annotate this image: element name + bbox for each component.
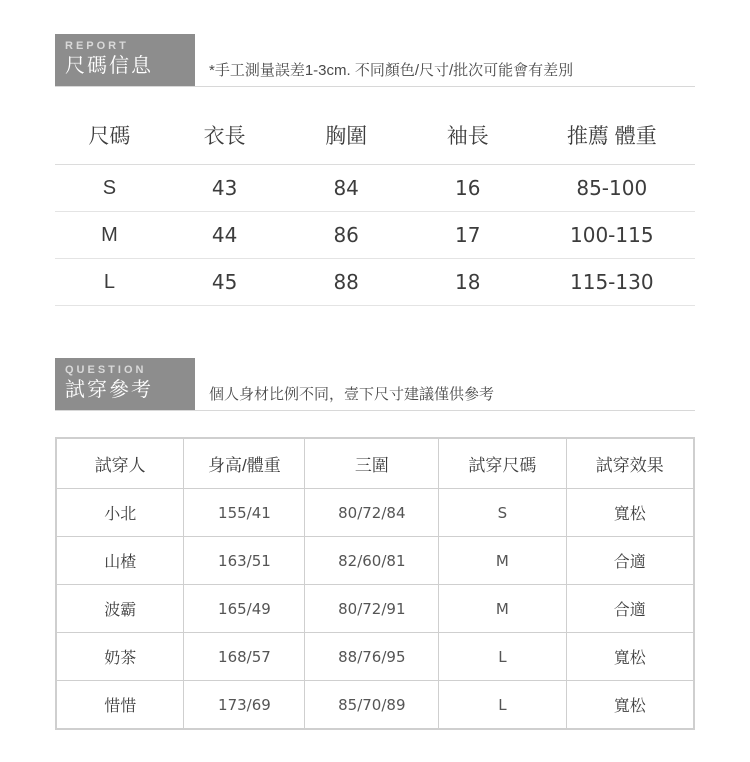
fit-cell-person: 奶茶 bbox=[57, 633, 184, 681]
fit-cell-height-weight: 163/51 bbox=[184, 537, 305, 585]
top-spacer bbox=[55, 0, 695, 30]
fit-header-effect: 試穿效果 bbox=[566, 439, 693, 489]
fit-section-note: 個人身材比例不同，壹下尺寸建議僅供參考 bbox=[209, 386, 495, 403]
size-cell-bust: 84 bbox=[285, 165, 407, 212]
size-cell-length: 45 bbox=[164, 259, 286, 306]
fit-cell-person: 波霸 bbox=[57, 585, 184, 633]
size-section-note: *手工測量誤差1-3cm. 不同顏色/尺寸/批次可能會有差別 bbox=[209, 62, 574, 79]
size-header-bust: 胸圍 bbox=[285, 109, 407, 165]
table-row bbox=[57, 489, 694, 537]
fit-header-size: 試穿尺碼 bbox=[439, 439, 566, 489]
fit-cell-effect: 寬松 bbox=[566, 633, 693, 681]
size-section-rule bbox=[55, 86, 695, 87]
fit-badge-title: 試穿參考 bbox=[65, 379, 153, 401]
table-row bbox=[55, 212, 695, 259]
size-cell-size: L bbox=[55, 259, 164, 306]
fit-cell-effect: 合適 bbox=[566, 537, 693, 585]
fit-cell-size: L bbox=[439, 681, 566, 729]
size-table bbox=[55, 109, 695, 306]
size-cell-weight: 85-100 bbox=[529, 165, 695, 212]
table-row bbox=[55, 165, 695, 212]
size-cell-bust: 88 bbox=[285, 259, 407, 306]
fit-cell-measurements: 85/70/89 bbox=[305, 681, 439, 729]
fit-cell-effect: 合適 bbox=[566, 585, 693, 633]
size-badge-eyebrow: REPORT bbox=[65, 40, 129, 52]
fit-section-badge bbox=[55, 358, 195, 410]
fit-cell-height-weight: 173/69 bbox=[184, 681, 305, 729]
table-row bbox=[55, 259, 695, 306]
size-header-weight: 推薦 體重 bbox=[529, 109, 695, 165]
size-cell-length: 43 bbox=[164, 165, 286, 212]
size-cell-sleeve: 17 bbox=[407, 212, 529, 259]
fit-cell-person: 小北 bbox=[57, 489, 184, 537]
size-header-sleeve: 袖長 bbox=[407, 109, 529, 165]
fit-cell-size: L bbox=[439, 633, 566, 681]
fit-cell-measurements: 80/72/84 bbox=[305, 489, 439, 537]
fit-header-height-weight: 身高/體重 bbox=[184, 439, 305, 489]
size-cell-sleeve: 18 bbox=[407, 259, 529, 306]
size-badge-title: 尺碼信息 bbox=[65, 55, 153, 77]
fit-cell-size: M bbox=[439, 585, 566, 633]
fit-cell-measurements: 88/76/95 bbox=[305, 633, 439, 681]
size-table-header-row bbox=[55, 109, 695, 165]
fit-cell-effect: 寬松 bbox=[566, 489, 693, 537]
fit-table-header-row bbox=[57, 439, 694, 489]
size-cell-weight: 100-115 bbox=[529, 212, 695, 259]
size-cell-bust: 86 bbox=[285, 212, 407, 259]
size-cell-length: 44 bbox=[164, 212, 286, 259]
fit-header-person: 試穿人 bbox=[57, 439, 184, 489]
fit-cell-height-weight: 165/49 bbox=[184, 585, 305, 633]
fit-table bbox=[56, 438, 694, 729]
fit-table-wrapper bbox=[55, 437, 695, 730]
fit-cell-effect: 寬松 bbox=[566, 681, 693, 729]
table-row bbox=[57, 537, 694, 585]
fit-cell-person: 山楂 bbox=[57, 537, 184, 585]
size-cell-weight: 115-130 bbox=[529, 259, 695, 306]
fit-cell-height-weight: 155/41 bbox=[184, 489, 305, 537]
size-section-header bbox=[55, 30, 695, 86]
size-cell-size: S bbox=[55, 165, 164, 212]
table-row bbox=[57, 681, 694, 729]
size-header-length: 衣長 bbox=[164, 109, 286, 165]
fit-cell-measurements: 82/60/81 bbox=[305, 537, 439, 585]
size-header-size: 尺碼 bbox=[55, 109, 164, 165]
fit-cell-height-weight: 168/57 bbox=[184, 633, 305, 681]
fit-header-measurements: 三圍 bbox=[305, 439, 439, 489]
fit-section-rule bbox=[55, 410, 695, 411]
table-row bbox=[57, 585, 694, 633]
fit-cell-size: M bbox=[439, 537, 566, 585]
fit-cell-measurements: 80/72/91 bbox=[305, 585, 439, 633]
table-row bbox=[57, 633, 694, 681]
size-cell-sleeve: 16 bbox=[407, 165, 529, 212]
fit-cell-size: S bbox=[439, 489, 566, 537]
size-cell-size: M bbox=[55, 212, 164, 259]
size-section-badge bbox=[55, 34, 195, 86]
fit-section-header bbox=[55, 354, 695, 410]
fit-badge-eyebrow: QUESTION bbox=[65, 364, 147, 376]
fit-cell-person: 惜惜 bbox=[57, 681, 184, 729]
section-spacer bbox=[55, 306, 695, 354]
